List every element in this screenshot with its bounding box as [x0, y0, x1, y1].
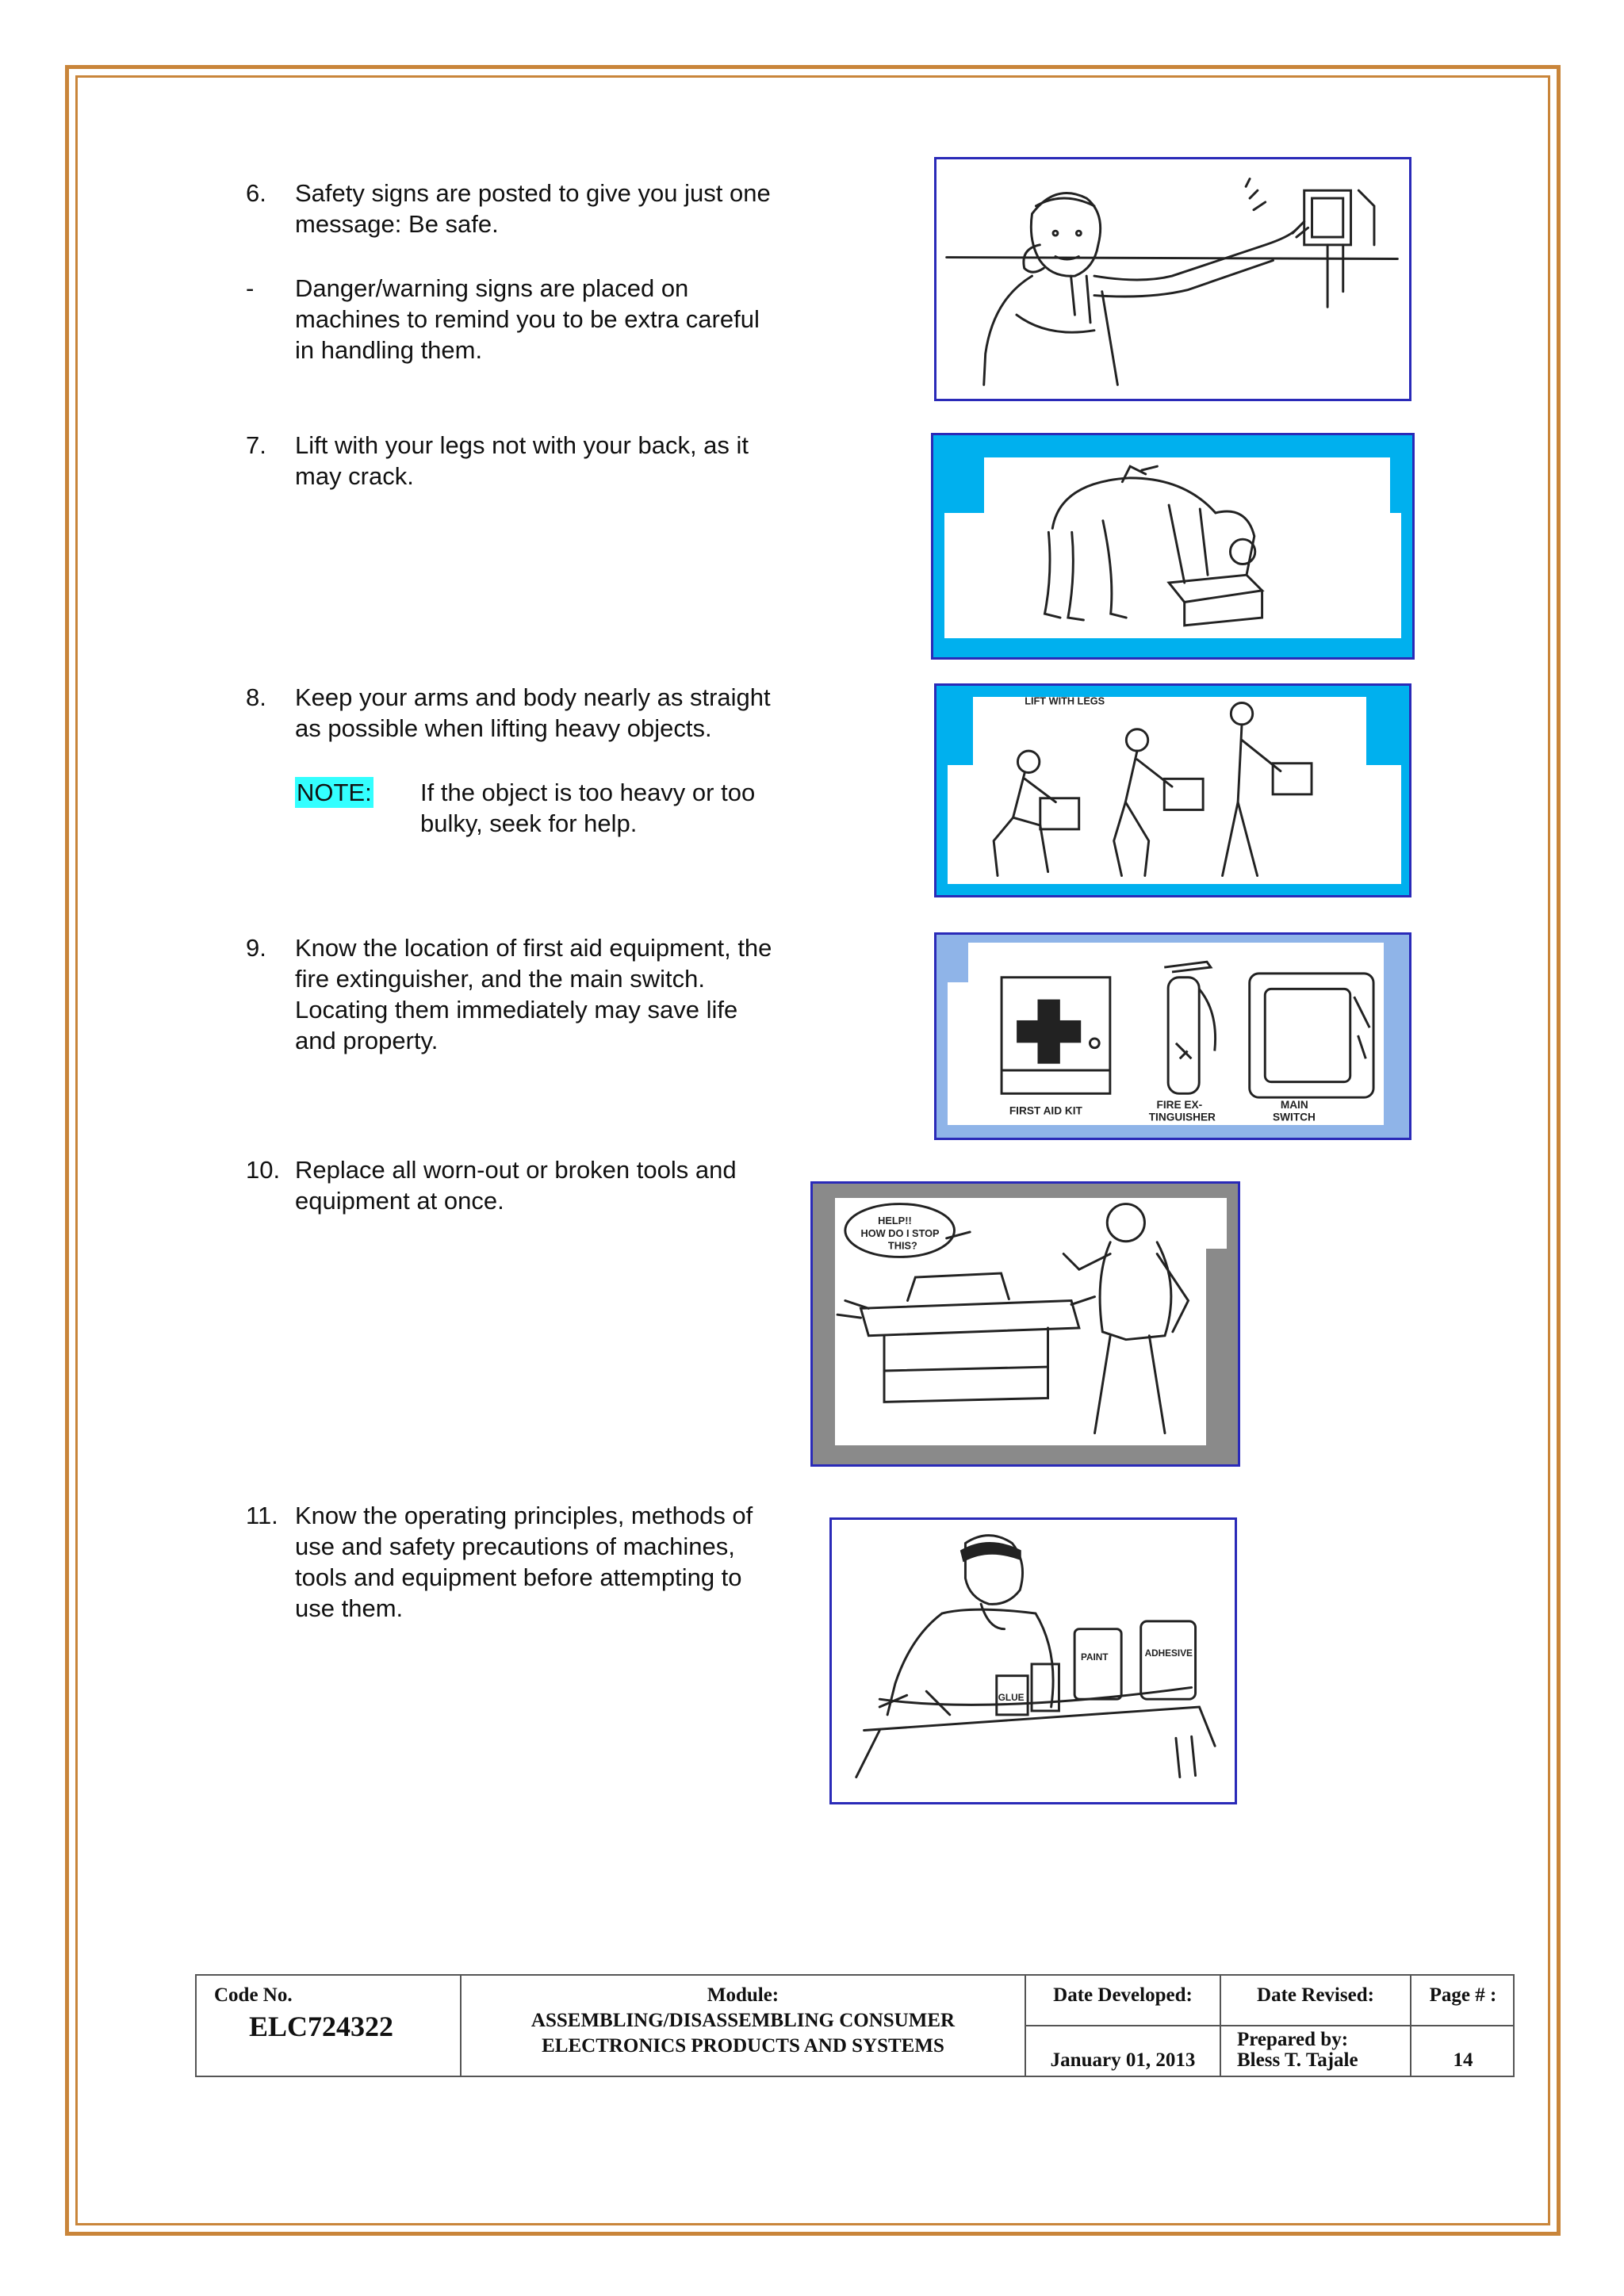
item-number: 9. [246, 934, 266, 962]
note-line: If the object is too heavy or too [420, 779, 756, 806]
item-line: Know the operating principles, methods of [295, 1502, 753, 1529]
item-text [295, 932, 772, 1056]
item-text [295, 1500, 753, 1624]
item-text [295, 1154, 737, 1216]
item-line: Know the location of first aid equipment, the [295, 934, 772, 962]
equipment-label-tinguisher: TINGUISHER [1148, 1111, 1216, 1123]
module-line-2: ELECTRONICS PRODUCTS AND SYSTEMS [542, 2035, 944, 2057]
list-item-11 [246, 1500, 848, 1627]
date-revised-label: Date Revised: [1257, 1984, 1374, 2006]
man-at-electrical-box-drawing [936, 159, 1409, 399]
note-line: bulky, seek for help. [420, 809, 638, 837]
item-number: 8. [246, 683, 266, 711]
list-item-9 [246, 932, 848, 1059]
equipment-label-switch: SWITCH [1273, 1111, 1316, 1123]
date-developed-label: Date Developed: [1053, 1984, 1193, 2006]
prepared-by-value: Bless T. Tajale [1237, 2049, 1358, 2071]
bent-back-lifting-drawing [933, 435, 1412, 657]
item-text [295, 273, 760, 365]
item-line: Keep your arms and body nearly as straight [295, 683, 771, 711]
item-line: machines to remind you to be extra careful [295, 305, 760, 333]
item-text [295, 178, 771, 239]
page-label: Page # : [1429, 1984, 1497, 2006]
speech-bubble-help: HELP!! [878, 1215, 912, 1227]
code-value: ELC724322 [249, 2011, 394, 2042]
illustration-lift-with-legs [931, 433, 1415, 660]
list-item-dash [246, 273, 848, 368]
item-line: may crack. [295, 462, 414, 490]
item-number: 11. [246, 1502, 278, 1529]
page-number: 14 [1453, 2049, 1473, 2071]
footer-table [195, 1974, 1515, 2077]
confused-worker-drawing [832, 1520, 1235, 1802]
speech-bubble-this: THIS? [887, 1239, 917, 1252]
illustration-operating-principles [829, 1517, 1237, 1804]
equipment-label-main: MAIN [1280, 1098, 1308, 1111]
item-line: use and safety precautions of machines, [295, 1533, 735, 1560]
list-item-6 [246, 178, 848, 241]
note-label: NOTE: [297, 779, 372, 806]
equipment-drawing [936, 935, 1409, 1138]
broken-machine-drawing [813, 1184, 1238, 1464]
item-line: Lift with your legs not with your back, as it [295, 431, 749, 459]
lifting-sequence-drawing [936, 686, 1409, 895]
item-number: - [246, 274, 255, 302]
equipment-label-first-aid: FIRST AID KIT [1009, 1104, 1082, 1117]
item-line: Danger/warning signs are placed on [295, 274, 689, 302]
item-line: Locating them immediately may save life [295, 996, 738, 1024]
item-number: 6. [246, 179, 266, 207]
illustration-safety-sign [934, 157, 1411, 401]
list-item-10 [246, 1154, 848, 1218]
list-item-7 [246, 430, 848, 493]
prepared-by-label: Prepared by: [1237, 2029, 1349, 2050]
speech-bubble-how: HOW DO I STOP [860, 1226, 940, 1239]
can-label-paint: PAINT [1080, 1651, 1109, 1663]
item-text [295, 430, 749, 492]
code-label: Code No. [214, 1984, 293, 2006]
item-number: 10. [246, 1156, 281, 1184]
list-item-8 [246, 682, 848, 745]
can-label-adhesive: ADHESIVE [1144, 1647, 1193, 1659]
item-line: fire extinguisher, and the main switch. [295, 965, 705, 993]
illustration-safety-equipment [934, 932, 1411, 1140]
date-developed-value: January 01, 2013 [1050, 2049, 1196, 2071]
note-text [420, 777, 833, 839]
item-line: Replace all worn-out or broken tools and [295, 1156, 737, 1184]
item-line: equipment at once. [295, 1187, 504, 1215]
illustration-broken-tools [810, 1181, 1240, 1467]
can-label-glue: GLUE [998, 1692, 1025, 1704]
item-line: in handling them. [295, 336, 483, 364]
item-number: 7. [246, 431, 266, 459]
table-divider [1025, 2025, 1515, 2026]
module-label: Module: [707, 1984, 779, 2006]
item-line: tools and equipment before attempting to [295, 1563, 742, 1591]
lift-caption: LIFT WITH LEGS [1025, 695, 1105, 707]
item-line: Safety signs are posted to give you just one [295, 179, 771, 207]
item-line: and property. [295, 1027, 439, 1054]
item-line: as possible when lifting heavy objects. [295, 714, 712, 742]
item-line: use them. [295, 1594, 404, 1622]
item-text [295, 682, 771, 744]
illustration-proper-lifting [934, 683, 1411, 897]
equipment-label-fire-ex: FIRE EX- [1156, 1098, 1203, 1111]
item-line: message: Be safe. [295, 210, 499, 238]
module-line-1: ASSEMBLING/DISASSEMBLING CONSUMER [530, 2010, 956, 2031]
